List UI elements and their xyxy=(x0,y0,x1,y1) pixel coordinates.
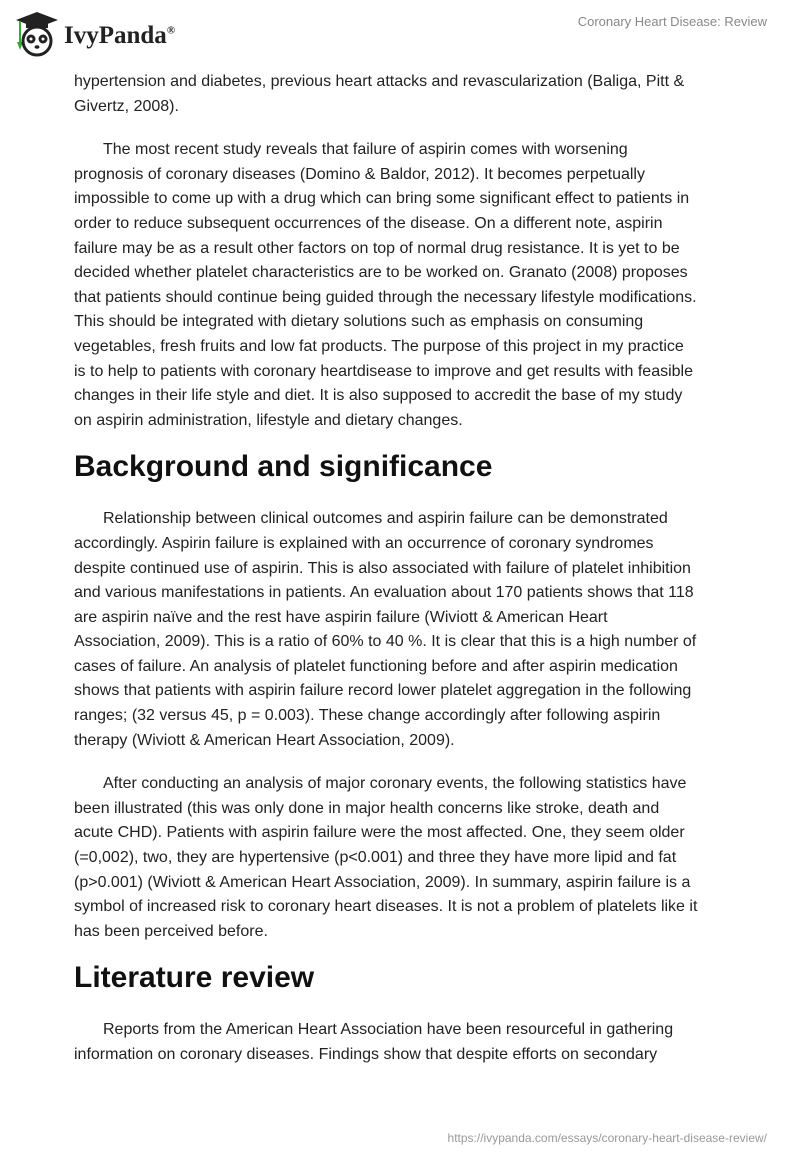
brand-name: IvyPanda® xyxy=(64,22,176,49)
text-line: are aspirin naïve and the rest have aspirin failure (Wiviott & American Heart xyxy=(74,608,608,626)
text-line: accordingly. Aspirin failure is explained with an occurrence of coronary syndromes xyxy=(74,534,654,552)
text-line: shows that patients with aspirin failure record lower platelet aggregation in the following xyxy=(74,682,692,700)
text-line: despite continued use of aspirin. This is also associated with failure of platelet inhibition xyxy=(74,559,691,577)
text-line: information on coronary diseases. Findings show that despite efforts on secondary xyxy=(74,1046,658,1063)
text-line: order to reduce subsequent occurrences of the disease. On a different note, aspirin xyxy=(74,214,663,232)
text-line: on aspirin administration, lifestyle and dietary changes. xyxy=(74,411,463,429)
paragraph xyxy=(74,138,734,433)
text-line: Association, 2009). This is a ratio of 60% to 40 %. It is clear that this is a high number of xyxy=(74,633,697,651)
essay-body xyxy=(74,70,734,1068)
text-line: therapy (Wiviott & American Heart Association, 2009). xyxy=(74,731,455,749)
section-heading: Literature review xyxy=(74,961,315,995)
text-line: vegetables, fresh fruits and low fat products. The purpose of this project in my practice xyxy=(74,337,684,355)
text-line: is to help to patients with coronary heartdisease to improve and get results with feasible xyxy=(74,362,693,380)
text-line: and various manifestations in patients. An evaluation about 170 patients shows that 118 xyxy=(74,584,694,602)
text-line: acute CHD). Patients with aspirin failure were the most affected. One, they seem older xyxy=(74,824,685,842)
text-line: prognosis of coronary diseases (Domino & Baldor, 2012). It becomes perpetually xyxy=(74,165,645,183)
document-title: Coronary Heart Disease: Review xyxy=(577,14,767,29)
text-line: Reports from the American Heart Association have been resourceful in gathering xyxy=(103,1021,674,1039)
text-line: After conducting an analysis of major coronary events, the following statistics have xyxy=(103,775,687,793)
text-line: impossible to come up with a drug which can bring some significant effect to patients in xyxy=(74,190,690,208)
text-line: Givertz, 2008). xyxy=(74,97,179,115)
paragraph xyxy=(74,70,734,119)
text-line: has been perceived before. xyxy=(74,922,268,940)
text-line: decided whether platelet characteristics are to be worked on. Granato (2008) proposes xyxy=(74,264,688,282)
text-line: The most recent study reveals that failure of aspirin comes with worsening xyxy=(103,141,628,159)
text-line: failure may be as a result other factors on top of normal drug resistance. It is yet to be xyxy=(74,239,680,257)
text-line: been illustrated (this was only done in major health concerns like stroke, death and xyxy=(74,799,660,817)
section-heading: Background and significance xyxy=(74,450,493,484)
paragraph xyxy=(74,1018,734,1067)
paragraph xyxy=(74,507,734,753)
text-line: changes in their life style and diet. It is also supposed to accredit the base of my study xyxy=(74,387,683,405)
paragraph xyxy=(74,772,734,944)
text-line: (p>0.001) (Wiviott & American Heart Association, 2009). In summary, aspirin failure is a xyxy=(74,873,691,891)
text-line: This should be integrated with dietary solutions such as emphasis on consuming xyxy=(74,313,644,331)
text-line: ranges; (32 versus 45, p = 0.003). These change accordingly after following aspirin xyxy=(74,707,661,725)
ivypanda-logo[interactable] xyxy=(12,8,175,58)
text-line: that patients should continue being guided through the necessary lifestyle modifications. xyxy=(74,288,697,306)
source-url[interactable]: https://ivypanda.com/essays/coronary-heart-disease-review/ xyxy=(447,1131,767,1145)
text-line: (=0,002), two, they are hypertensive (p<0.001) and three they have more lipid and fat xyxy=(74,849,677,867)
text-line: Relationship between clinical outcomes and aspirin failure can be demonstrated xyxy=(103,510,668,528)
text-line: hypertension and diabetes, previous heart attacks and revascularization (Baliga, Pitt & xyxy=(74,73,685,90)
text-line: cases of failure. An analysis of platelet functioning before and after aspirin medication xyxy=(74,657,678,675)
text-line: symbol of increased risk to coronary heart diseases. It is not a problem of platelets like it xyxy=(74,898,698,916)
panda-graduate-icon xyxy=(12,8,62,58)
